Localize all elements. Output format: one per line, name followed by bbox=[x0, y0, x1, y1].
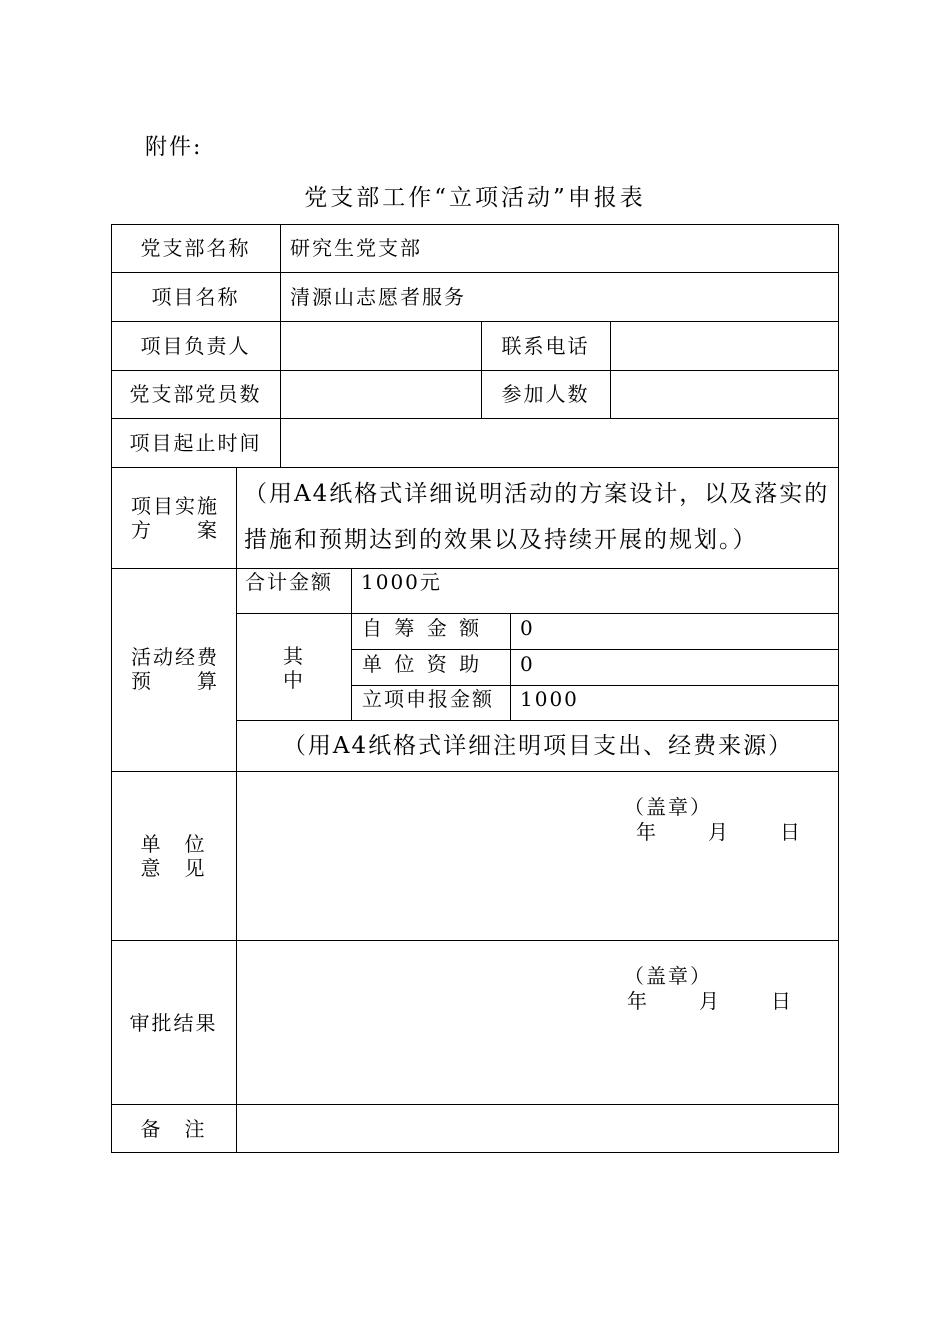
budget-note: （用A4纸格式详细注明项目支出、经费来源） bbox=[282, 733, 794, 759]
unit-funded-label: 单 位 资 助 bbox=[362, 652, 483, 676]
unit-opinion-label-line2: 意 见 bbox=[140, 856, 207, 880]
plan-text-line2: 措施和预期达到的效果以及持续开展的规划。） bbox=[244, 527, 758, 553]
plan-text-line1: （用A4纸格式详细说明活动的方案设计，以及落实的 bbox=[244, 481, 830, 507]
attachment-label: 附件: bbox=[145, 135, 203, 160]
branch-name-label: 党支部名称 bbox=[140, 236, 251, 260]
total-amount-value: 1000元 bbox=[361, 570, 442, 594]
approval-field[interactable] bbox=[237, 941, 838, 1104]
period-label: 项目起止时间 bbox=[129, 431, 262, 455]
unit-opinion-field[interactable] bbox=[237, 772, 838, 940]
apply-amount-label: 立项申报金额 bbox=[362, 687, 494, 711]
of-which-line2: 中 bbox=[283, 668, 305, 692]
approval-label: 审批结果 bbox=[129, 1011, 218, 1035]
self-funded-label: 自 筹 金 额 bbox=[362, 616, 483, 640]
project-name-value: 清源山志愿者服务 bbox=[290, 285, 466, 309]
phone-label: 联系电话 bbox=[501, 334, 590, 358]
unit-opinion-seal: （盖章） bbox=[624, 795, 712, 819]
participants-label: 参加人数 bbox=[501, 382, 590, 406]
branch-name-value: 研究生党支部 bbox=[290, 236, 422, 260]
project-name-label: 项目名称 bbox=[151, 285, 240, 309]
page-title: 党支部工作“立项活动”申报表 bbox=[304, 185, 646, 211]
budget-label-line1: 活动经费 bbox=[131, 645, 219, 669]
leader-label: 项目负责人 bbox=[140, 334, 251, 358]
self-funded-value: 0 bbox=[520, 616, 535, 640]
unit-funded-value: 0 bbox=[520, 652, 535, 676]
of-which-line1: 其 bbox=[283, 644, 305, 668]
plan-label-line2: 方 案 bbox=[131, 518, 219, 542]
remarks-label: 备 注 bbox=[140, 1117, 207, 1141]
apply-amount-value: 1000 bbox=[520, 687, 579, 711]
unit-opinion-date: 年 月 日 bbox=[636, 820, 804, 844]
plan-label-line1: 项目实施 bbox=[131, 494, 219, 518]
members-label: 党支部党员数 bbox=[129, 382, 262, 406]
budget-label-line2: 预 算 bbox=[131, 669, 219, 693]
total-amount-label: 合计金额 bbox=[245, 570, 333, 594]
approval-seal: （盖章） bbox=[624, 964, 712, 988]
approval-date: 年 月 日 bbox=[627, 989, 795, 1013]
unit-opinion-label-line1: 单 位 bbox=[140, 832, 207, 856]
